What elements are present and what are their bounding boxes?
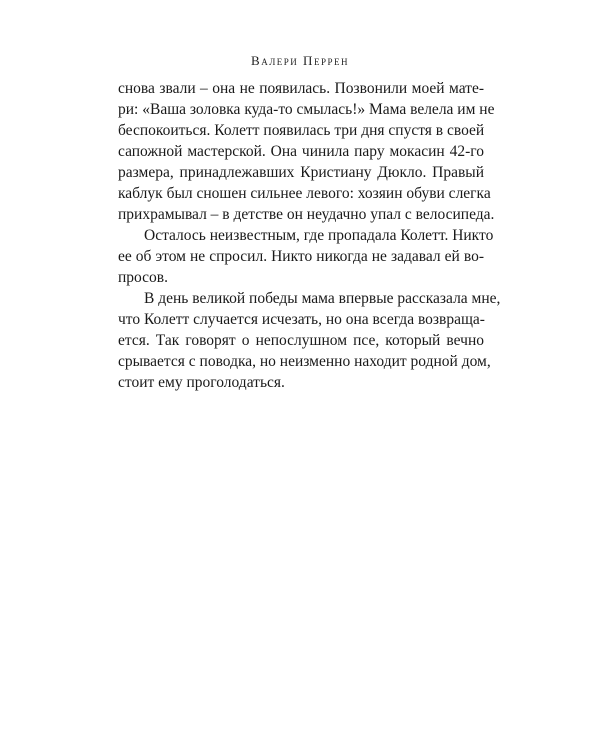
text-line: размера, принадлежавших Кристиану Дюкло. Правый	[118, 164, 484, 181]
text-line: сапожной мастерской. Она чинила пару мокасин 42-го	[118, 143, 484, 160]
text-line: ее об этом не спросил. Никто никогда не задавал ей во-	[118, 248, 484, 265]
running-head-author: Валери Перрен	[251, 53, 349, 68]
text-line: Осталось неизвестным, где пропадала Колетт. Никто	[144, 227, 494, 244]
body-text	[118, 78, 501, 393]
text-line: беспокоиться. Колетт появилась три дня спустя в своей	[118, 122, 485, 139]
text-line: В день великой победы мама впервые рассказала мне,	[144, 290, 501, 307]
text-line: ри: «Ваша золовка куда-то смылась!» Мама велела им не	[118, 101, 495, 118]
text-line: снова звали – она не появилась. Позвонили моей мате-	[118, 80, 484, 97]
text-line: просов.	[118, 269, 169, 286]
text-line: срывается с поводка, но неизменно находит родной дом,	[118, 353, 491, 370]
text-line: прихрамывал – в детстве он неудачно упал с велосипеда.	[118, 206, 495, 223]
text-line: ется. Так говорят о непослушном псе, который вечно	[118, 332, 484, 349]
text-line: что Колетт случается исчезать, но она всегда возвраща-	[118, 311, 485, 328]
text-line: каблук был сношен сильнее левого: хозяин обуви слегка	[118, 185, 491, 202]
text-line: стоит ему проголодаться.	[118, 374, 285, 391]
